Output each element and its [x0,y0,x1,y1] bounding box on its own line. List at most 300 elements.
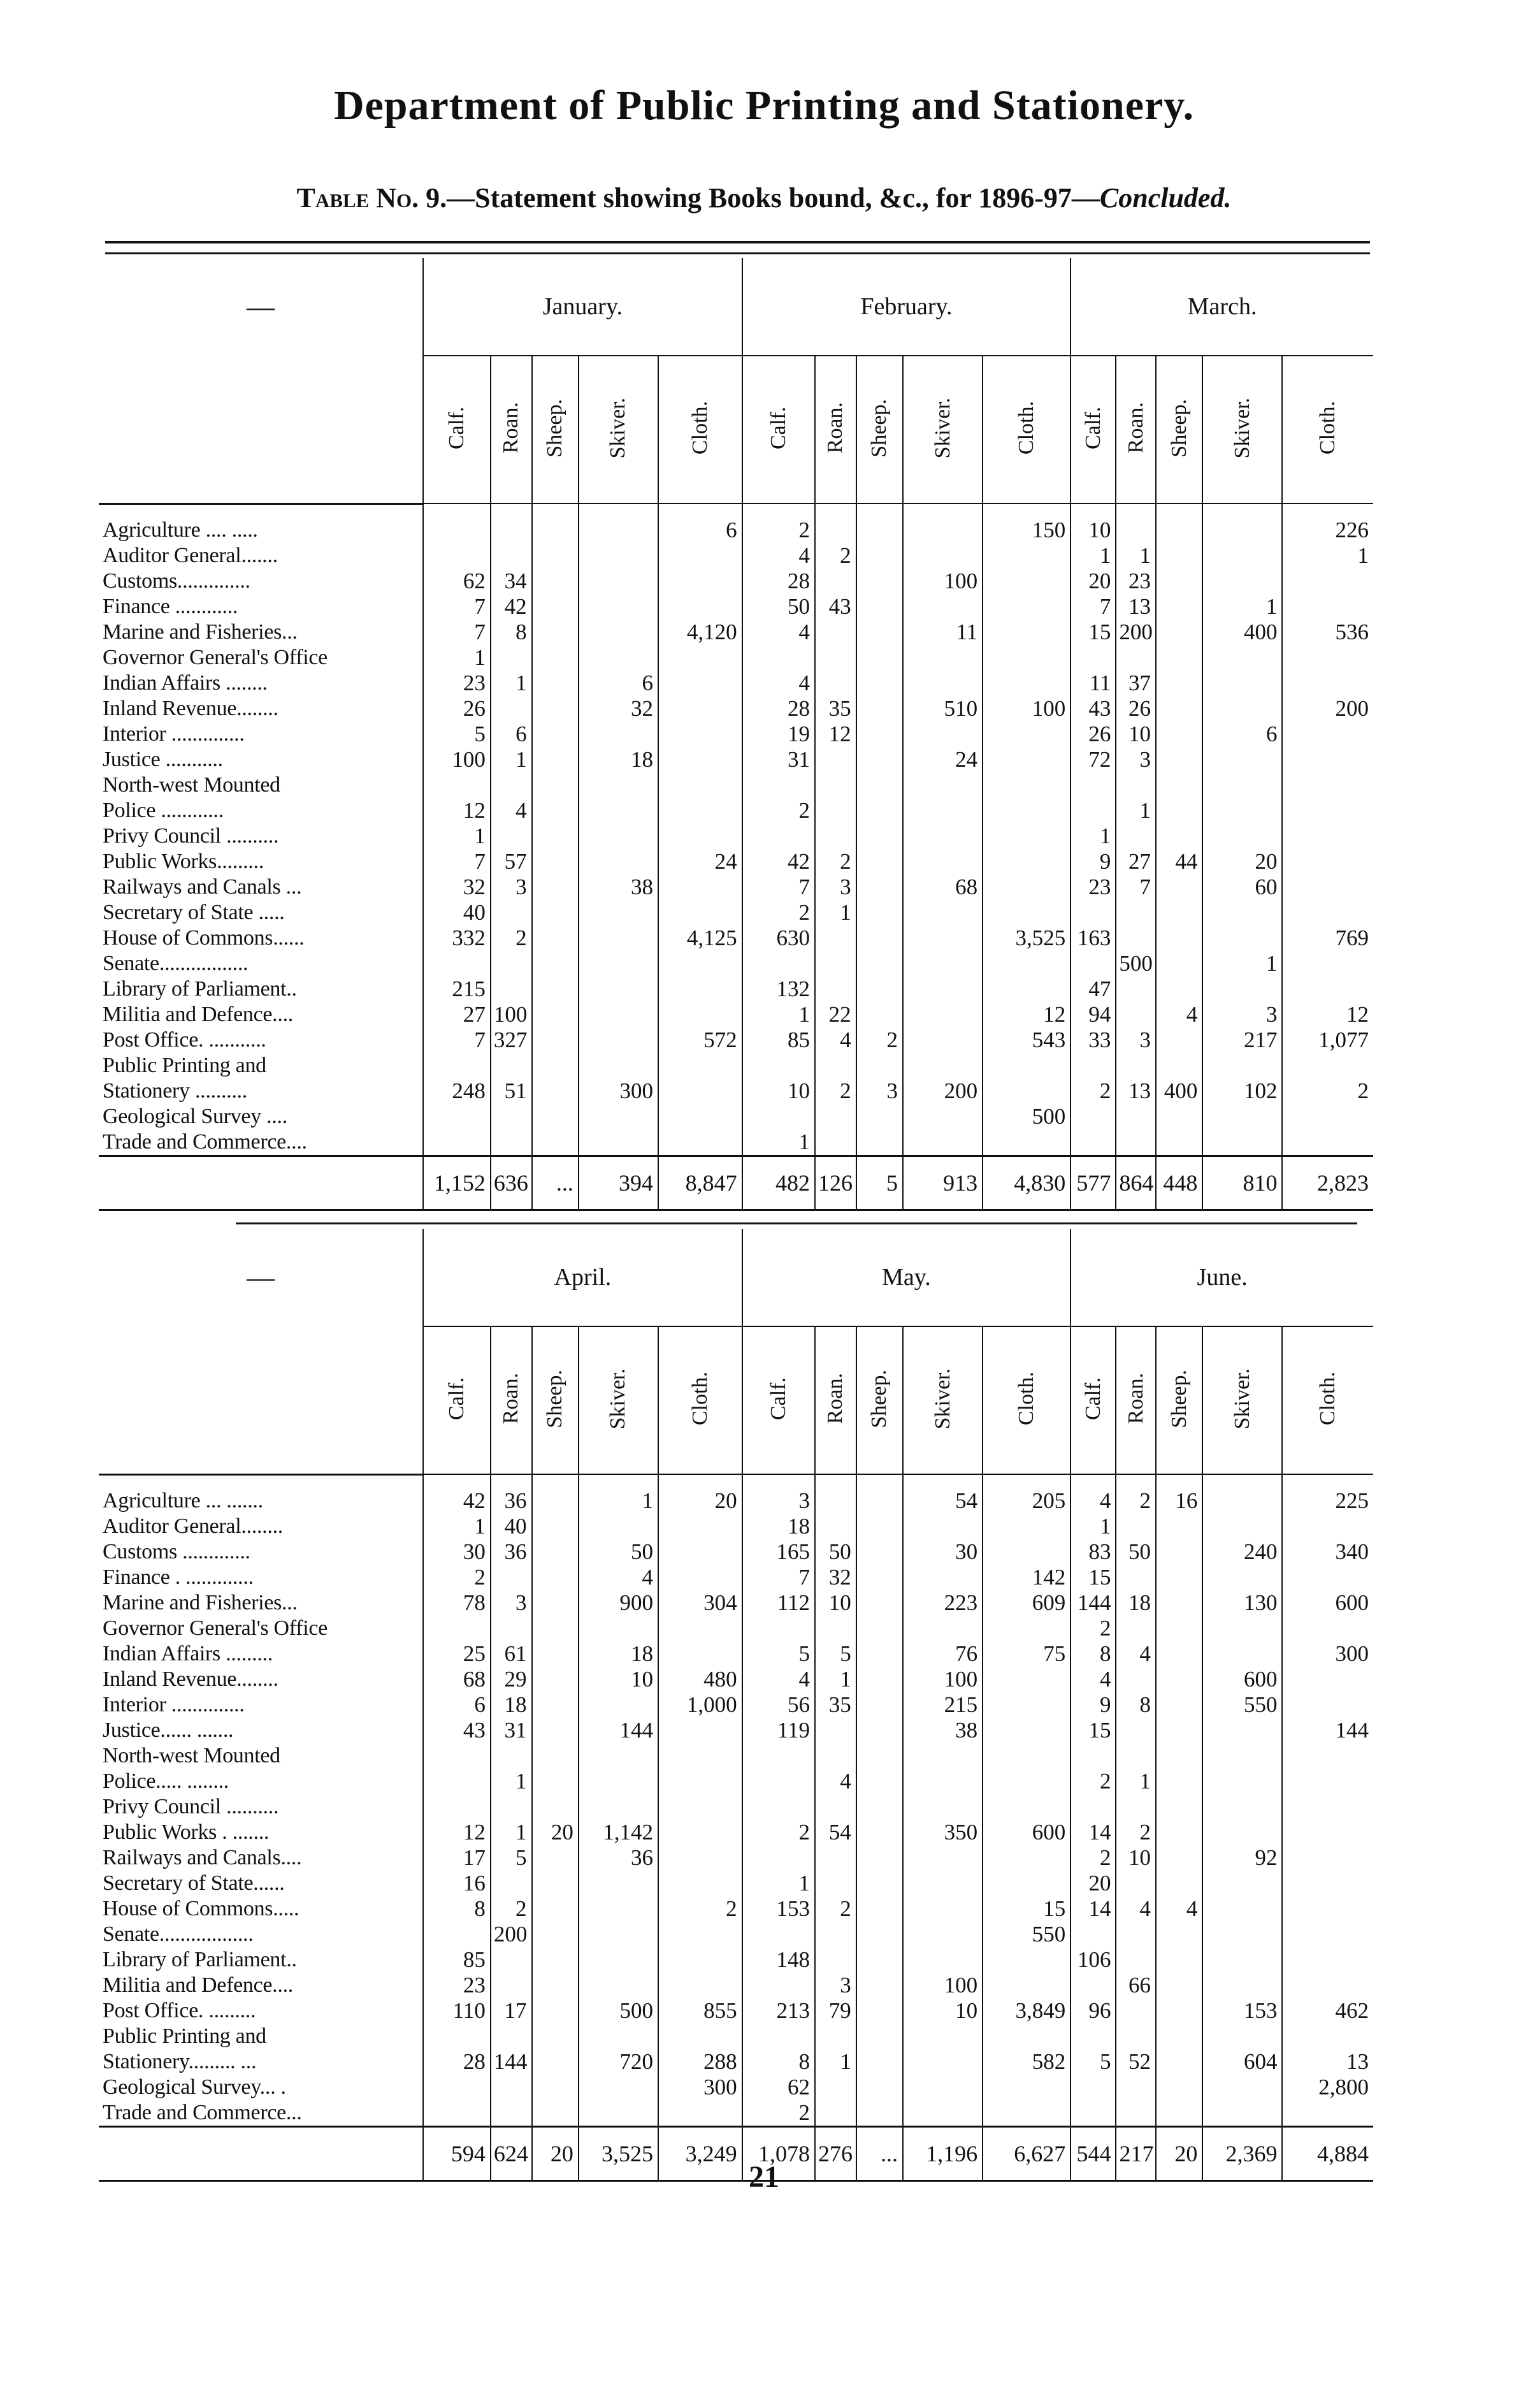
data-cell [579,976,658,1002]
data-cell [1156,1641,1202,1667]
department-name: Trade and Commerce.... [103,1129,307,1154]
data-cell [1156,1565,1202,1590]
data-cell [1116,1743,1156,1769]
data-cell: 22 [815,1002,856,1027]
data-cell: 9 [1070,849,1116,874]
data-cell [1202,1129,1282,1156]
data-cell: 153 [1202,1998,1282,2024]
data-cell [1070,798,1116,823]
data-cell [1116,1616,1156,1641]
column-header-label: Calf. [1081,406,1105,450]
data-cell [1282,1692,1373,1718]
column-header-label: Cloth. [1014,1372,1039,1426]
data-cell [532,900,579,925]
data-cell: 1 [491,747,532,772]
data-cell [903,823,983,849]
data-cell [1156,1820,1202,1845]
data-cell [1070,1053,1116,1078]
department-name: Interior .............. [103,722,245,746]
spacer-cell [579,504,658,518]
data-cell [579,1616,658,1641]
data-cell [983,2024,1070,2049]
data-cell [1070,1129,1116,1156]
table-caption [0,182,1528,214]
table-row [99,1078,1373,1104]
data-cell: 332 [423,925,491,951]
data-cell [903,671,983,696]
data-cell [742,1769,815,1794]
data-cell [983,1743,1070,1769]
data-cell: 5 [742,1641,815,1667]
spacer-cell [1202,504,1282,518]
data-cell [1202,823,1282,849]
data-cell [532,1027,579,1053]
data-cell [1202,645,1282,671]
data-cell [579,1027,658,1053]
data-cell [532,747,579,772]
total-cell: 810 [1202,1156,1282,1210]
department-name: Governor General's Office [103,645,328,669]
data-cell [1202,798,1282,823]
column-header-label: Roan. [823,1373,847,1425]
data-cell: 15 [1070,1718,1116,1743]
data-cell [1282,1616,1373,1641]
totals-row [99,1156,1373,1210]
table-row [99,722,1373,747]
data-cell [423,518,491,543]
data-cell [491,1743,532,1769]
data-cell: 79 [815,1998,856,2024]
column-header [815,356,856,504]
month-header-row [99,258,1373,356]
total-cell: 4,884 [1282,2126,1373,2180]
data-cell: 7 [1070,594,1116,620]
data-cell: 10 [1116,1845,1156,1871]
data-cell [579,798,658,823]
table-row [99,2049,1373,2075]
data-cell: 23 [1070,874,1116,900]
data-cell [579,1871,658,1896]
column-header [1116,356,1156,504]
data-cell: 38 [903,1718,983,1743]
data-cell: 17 [423,1845,491,1871]
data-cell [658,2024,742,2049]
data-cell [1156,1590,1202,1616]
data-cell: 4 [1156,1002,1202,1027]
data-cell: 35 [815,696,856,722]
department-name: Post Office. ......... [103,1998,256,2022]
column-header [1070,1326,1116,1474]
data-cell: 226 [1282,518,1373,543]
data-cell [658,1820,742,1845]
data-cell: 43 [815,594,856,620]
data-cell: 32 [815,1565,856,1590]
data-cell [658,976,742,1002]
data-cell [856,1769,903,1794]
data-cell: 7 [1116,874,1156,900]
column-header-label: Cloth. [688,1372,712,1426]
data-cell: 10 [742,1078,815,1104]
page-number: 21 [749,2160,779,2194]
data-cell: 20 [532,1820,579,1845]
data-cell: 23 [1116,569,1156,594]
data-cell: 2 [742,1820,815,1845]
data-cell [532,594,579,620]
data-cell [658,900,742,925]
data-cell [856,976,903,1002]
data-cell [903,1565,983,1590]
department-name: Governor General's Office [103,1616,328,1640]
column-header [742,1326,815,1474]
data-cell [1282,951,1373,976]
data-cell [1202,1565,1282,1590]
data-cell [1282,645,1373,671]
table-concluded-note: Concluded. [1099,182,1232,214]
table-row [99,1002,1373,1027]
total-cell: 864 [1116,1156,1156,1210]
department-name: Marine and Fisheries... [103,1590,298,1614]
data-cell: 142 [983,1565,1070,1590]
data-cell [983,772,1070,798]
data-cell [579,1769,658,1794]
data-cell [856,798,903,823]
column-header-label: Skiver. [930,397,955,459]
data-cell: 1 [1070,543,1116,569]
table-row [99,976,1373,1002]
data-cell: 23 [423,671,491,696]
data-cell [423,1743,491,1769]
column-header-label: Roan. [499,402,523,454]
data-cell: 4 [1116,1641,1156,1667]
data-cell [815,518,856,543]
data-cell: 60 [1202,874,1282,900]
data-cell [658,772,742,798]
column-header-row [99,1326,1373,1474]
data-cell [1282,1871,1373,1896]
data-cell: 62 [742,2075,815,2100]
data-cell [856,671,903,696]
data-cell: 582 [983,2049,1070,2075]
data-cell [1156,1616,1202,1641]
total-cell: 1,152 [423,1156,491,1210]
data-cell: 100 [983,696,1070,722]
data-cell [579,2075,658,2100]
data-cell: 1 [423,645,491,671]
data-cell [1156,2075,1202,2100]
column-header [532,356,579,504]
data-cell: 7 [423,620,491,645]
data-cell [1156,1667,1202,1692]
data-cell [532,722,579,747]
total-cell: 1,196 [903,2126,983,2180]
data-cell [1070,1794,1116,1820]
data-cell: 3 [742,1488,815,1514]
data-cell [1202,1896,1282,1922]
data-cell [1202,772,1282,798]
spacer-cell [1282,504,1373,518]
data-cell [1116,1104,1156,1129]
data-cell [1156,722,1202,747]
spacer-cell [903,504,983,518]
data-cell: 14 [1070,1896,1116,1922]
data-cell: 1 [423,1514,491,1539]
data-cell: 43 [423,1718,491,1743]
data-cell [983,722,1070,747]
data-cell [1116,518,1156,543]
data-cell: 2 [423,1565,491,1590]
data-cell: 44 [1156,849,1202,874]
spacer-cell [903,1474,983,1488]
data-cell: 75 [983,1641,1070,1667]
data-cell: 61 [491,1641,532,1667]
data-cell: 94 [1070,1002,1116,1027]
data-cell [658,671,742,696]
month-header: May. [742,1229,1071,1326]
data-cell [491,1973,532,1998]
data-cell [815,1947,856,1973]
data-cell: 10 [815,1590,856,1616]
data-cell: 205 [983,1488,1070,1514]
data-cell: 27 [1116,849,1156,874]
data-cell [1282,1947,1373,1973]
department-name: House of Commons...... [103,925,305,950]
table-row [99,1743,1373,1769]
data-cell [1156,1845,1202,1871]
data-cell [532,1973,579,1998]
department-name: Geological Survey... . [103,2075,286,2099]
data-cell [1282,1129,1373,1156]
data-cell: 35 [815,1692,856,1718]
data-cell [532,1002,579,1027]
department-name: Customs.............. [103,569,250,593]
spacer-cell [658,1474,742,1488]
data-cell: 85 [742,1027,815,1053]
data-cell [658,1002,742,1027]
column-header [1202,356,1282,504]
table-row [99,1053,1373,1078]
spacer-cell [579,1474,658,1488]
data-cell [1202,1820,1282,1845]
table-row [99,543,1373,569]
data-cell [815,823,856,849]
data-cell [856,1718,903,1743]
spacer-cell [856,1474,903,1488]
data-cell: 32 [579,696,658,722]
data-cell [1116,1002,1156,1027]
data-cell: 1 [815,2049,856,2075]
data-cell [1116,1514,1156,1539]
data-cell: 26 [1116,696,1156,722]
data-cell: 37 [1116,671,1156,696]
data-cell [1070,2075,1116,2100]
department-name: House of Commons..... [103,1896,299,1920]
data-cell: 144 [579,1718,658,1743]
data-cell [532,1871,579,1896]
data-cell: 119 [742,1718,815,1743]
data-cell [1070,1922,1116,1947]
data-cell [423,2100,491,2127]
data-cell [903,1794,983,1820]
data-cell: 12 [815,722,856,747]
data-cell [658,2100,742,2127]
data-cell [856,543,903,569]
data-cell: 600 [983,1820,1070,1845]
column-header-label: Roan. [499,1373,523,1425]
total-cell: 594 [423,2126,491,2180]
data-cell [579,569,658,594]
data-cell: 76 [903,1641,983,1667]
data-cell [1282,823,1373,849]
data-cell [1282,1845,1373,1871]
data-cell [532,874,579,900]
column-header-label: Sheep. [543,1369,567,1428]
data-cell: 240 [1202,1539,1282,1565]
data-cell: 1 [1116,798,1156,823]
data-cell: 2 [815,849,856,874]
data-cell: 28 [742,569,815,594]
data-cell: 7 [423,1027,491,1053]
data-cell: 12 [1282,1002,1373,1027]
data-cell: 50 [1116,1539,1156,1565]
table-row [99,2100,1373,2127]
data-cell [1282,874,1373,900]
data-cell [658,798,742,823]
data-cell: 2 [1282,1078,1373,1104]
data-cell [1156,696,1202,722]
data-cell: 6 [579,671,658,696]
spacer-cell [983,504,1070,518]
data-cell [658,1129,742,1156]
data-cell [579,1922,658,1947]
table-row [99,1947,1373,1973]
total-cell: 20 [1156,2126,1202,2180]
data-cell [903,1002,983,1027]
data-cell [815,1488,856,1514]
data-cell [983,1973,1070,1998]
data-cell [1282,976,1373,1002]
month-header: April. [423,1229,742,1326]
data-cell [1156,2049,1202,2075]
data-cell [579,518,658,543]
data-cell [983,951,1070,976]
column-header [903,356,983,504]
data-cell [1156,747,1202,772]
data-cell [1156,874,1202,900]
department-name: Finance . ............. [103,1565,254,1589]
data-cell [983,1129,1070,1156]
data-cell [1202,1718,1282,1743]
data-cell [658,1794,742,1820]
column-header-label: Skiver. [1230,397,1254,459]
data-cell [1116,823,1156,849]
department-name: Agriculture .... ..... [103,518,258,542]
spacer-cell [491,1474,532,1488]
data-cell [658,1514,742,1539]
data-cell [983,1514,1070,1539]
data-cell [658,1743,742,1769]
data-cell [1202,2100,1282,2127]
data-cell [903,1743,983,1769]
data-cell [532,1539,579,1565]
data-cell [1202,1053,1282,1078]
data-cell [1070,1104,1116,1129]
data-cell: 1 [1116,1769,1156,1794]
data-cell [1282,1565,1373,1590]
data-cell [1282,772,1373,798]
data-cell: 100 [903,569,983,594]
data-cell: 200 [1116,620,1156,645]
data-cell: 68 [903,874,983,900]
data-cell: 572 [658,1027,742,1053]
data-cell: 500 [579,1998,658,2024]
data-cell [532,1769,579,1794]
data-cell: 144 [1282,1718,1373,1743]
data-cell: 10 [1070,518,1116,543]
data-cell [1282,1769,1373,1794]
data-cell [983,1794,1070,1820]
spacer-cell [99,1474,423,1488]
data-cell [658,1616,742,1641]
data-cell [579,1743,658,1769]
data-cell: 100 [491,1002,532,1027]
month-header: January. [423,258,742,356]
data-cell [1202,671,1282,696]
data-cell: 8 [1070,1641,1116,1667]
data-cell [815,1743,856,1769]
total-cell: 276 [815,2126,856,2180]
data-cell [491,1871,532,1896]
data-cell [856,1104,903,1129]
total-cell: ... [856,2126,903,2180]
data-cell: 30 [423,1539,491,1565]
data-cell: 50 [742,594,815,620]
data-cell: 1 [742,1871,815,1896]
data-cell [856,1539,903,1565]
table-row [99,849,1373,874]
data-cell [423,1104,491,1129]
data-cell: 13 [1116,1078,1156,1104]
data-cell [1070,1743,1116,1769]
data-cell: 13 [1282,2049,1373,2075]
data-cell [856,696,903,722]
data-cell [658,1718,742,1743]
column-header-label: Sheep. [1167,398,1191,458]
column-header [1156,1326,1202,1474]
spacer-cell [815,1474,856,1488]
data-cell: 2 [742,518,815,543]
data-cell: 153 [742,1896,815,1922]
department-name: Geological Survey .... [103,1104,287,1128]
data-cell: 3 [815,874,856,900]
data-cell: 288 [658,2049,742,2075]
column-header [423,356,491,504]
data-cell [532,1488,579,1514]
data-cell [491,900,532,925]
data-cell: 5 [1070,2049,1116,2075]
data-cell [1282,569,1373,594]
data-cell: 8 [1116,1692,1156,1718]
department-name: Marine and Fisheries... [103,620,298,644]
column-header [1156,356,1202,504]
data-cell: 300 [658,2075,742,2100]
data-cell [579,1973,658,1998]
data-cell [491,2024,532,2049]
spacer-cell [99,504,423,518]
data-cell [1070,951,1116,976]
data-cell: 32 [423,874,491,900]
data-cell: 19 [742,722,815,747]
data-cell: 54 [903,1488,983,1514]
